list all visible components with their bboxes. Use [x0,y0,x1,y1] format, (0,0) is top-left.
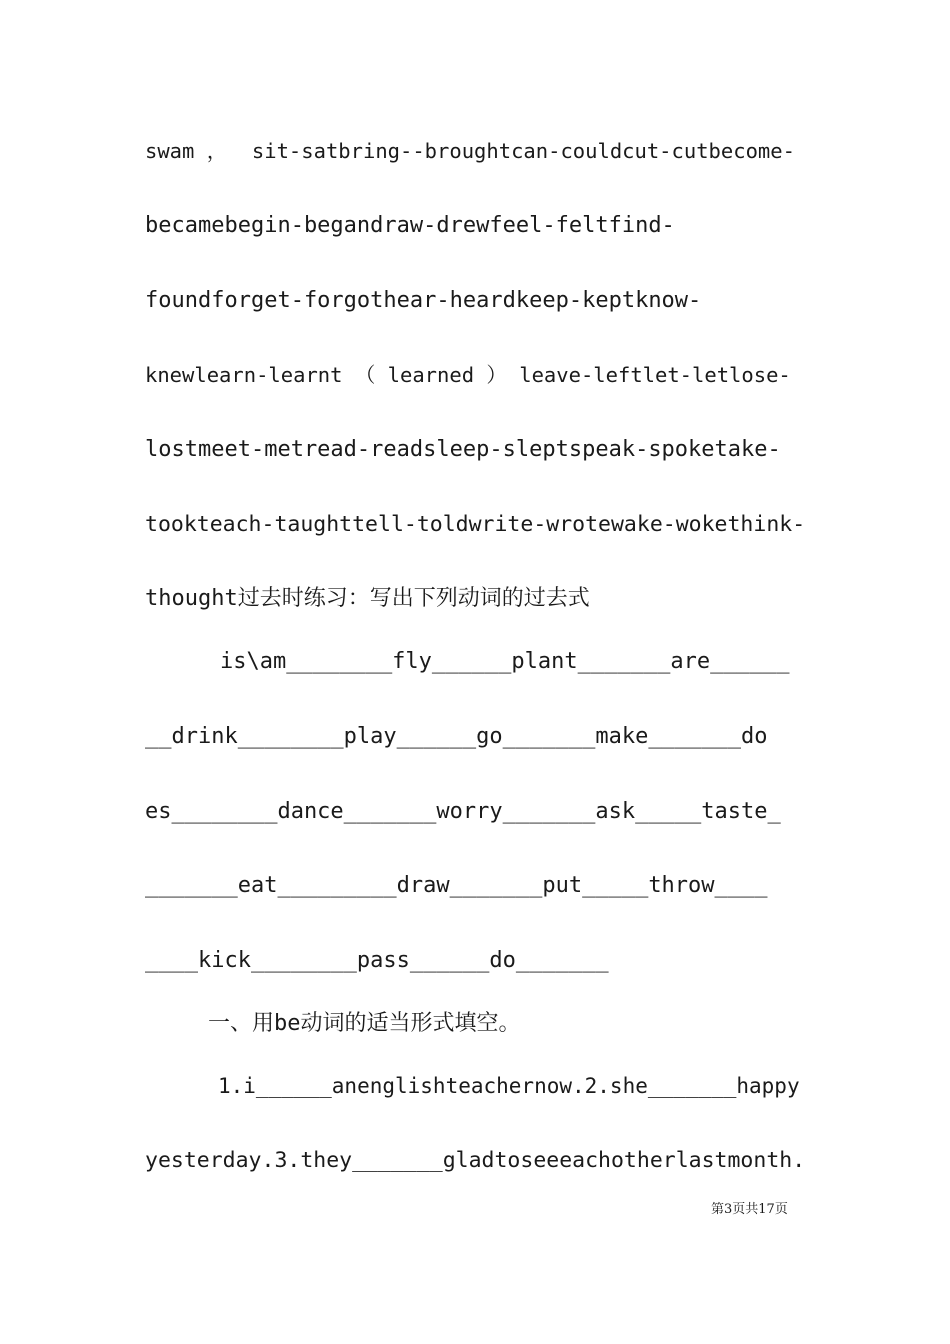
exercise-line-5: ____kick________pass______do_______ [145,948,609,973]
section-heading: 一、用be动词的适当形式填空。 [208,1011,521,1036]
page-number: 第3页共17页 [711,1202,788,1217]
text-line-2: becamebegin-begandraw-drewfeel-feltfind- [145,213,675,238]
text-line-6: tookteach-taughttell-toldwrite-wrotewake-wokethink- [145,512,806,537]
text-line-1: swam ， sit-satbring--broughtcan-couldcut-cutbecome- [145,139,795,163]
question-line-1: 1.i______anenglishteachernow.2.she_______happy [218,1074,800,1098]
question-line-2: yesterday.3.they_______gladtoseeeachotherlastmonth. [145,1148,806,1173]
exercise-line-1: is\am________fly______plant_______are______ [220,649,790,674]
text-line-7: thought过去时练习：写出下列动词的过去式 [145,586,590,611]
text-line-3: foundforget-forgothear-heardkeep-keptknow- [145,288,702,313]
exercise-line-2: __drink________play______go_______make_______do [145,724,768,749]
text-line-5: lostmeet-metread-readsleep-sleptspeak-spoketake- [145,437,781,462]
text-line-4: knewlearn-learnt （ learned ） leave-leftlet-letlose- [145,363,791,387]
exercise-line-3: es________dance_______worry_______ask_____taste_ [145,799,781,824]
exercise-line-4: _______eat_________draw_______put_____throw____ [145,873,768,898]
